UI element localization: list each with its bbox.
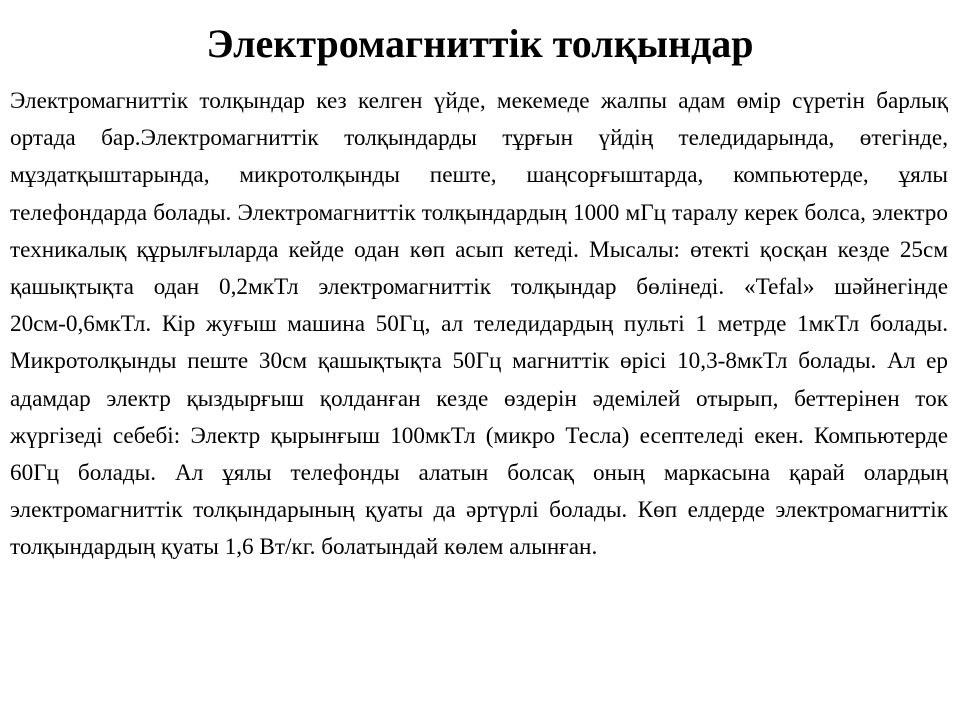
slide-title: Электромагниттік толқындар	[206, 21, 754, 66]
slide-body-text: Электромагниттік толқындар кез келген үйде, мекемеде жалпы адам өмір сүретін барлық ортада бар.Электромагниттік толқындарды тұрғын үйдің теледидарында, өтегінде, мұздатқыштарында, микротолқынды пеште, шаңсорғыштарда, компьютерде, ұялы телефондарда болады. Электромагниттік толқындардың 1000 мГц таралу керек болса, электро техникалық құрылғыларда кейде одан көп асып кетеді. Мысалы: өтекті қосқан кезде 25см қашықтықта одан 0,2мкТл электромагниттік толқындар бөлінеді. «Tefal» шәйнегінде 20см-0,6мкТл. Кір жуғыш машина 50Гц, ал теледидардың пульті 1 метрде 1мкТл болады. Микротолқынды пеште 30см қашықтықта 50Гц магниттік өрісі 10,3-8мкТл болады. Ал ер адамдар электр қыздырғыш қолданған кезде өздерін әдемілей отырып, беттерінен ток жүргізеді себебі: Электр қырынғыш 100мкТл (микро Тесла) есептеледі екен. Компьютерде 60Гц болады. Ал ұялы телефонды алатын болсақ оның маркасына қарай олардың электромагниттік толқындарының қуаты да әртүрлі болады. Көп елдерде электромагниттік толқындардың қуаты 1,6 Вт/кг. болатындай көлем алынған.	[10, 88, 948, 561]
